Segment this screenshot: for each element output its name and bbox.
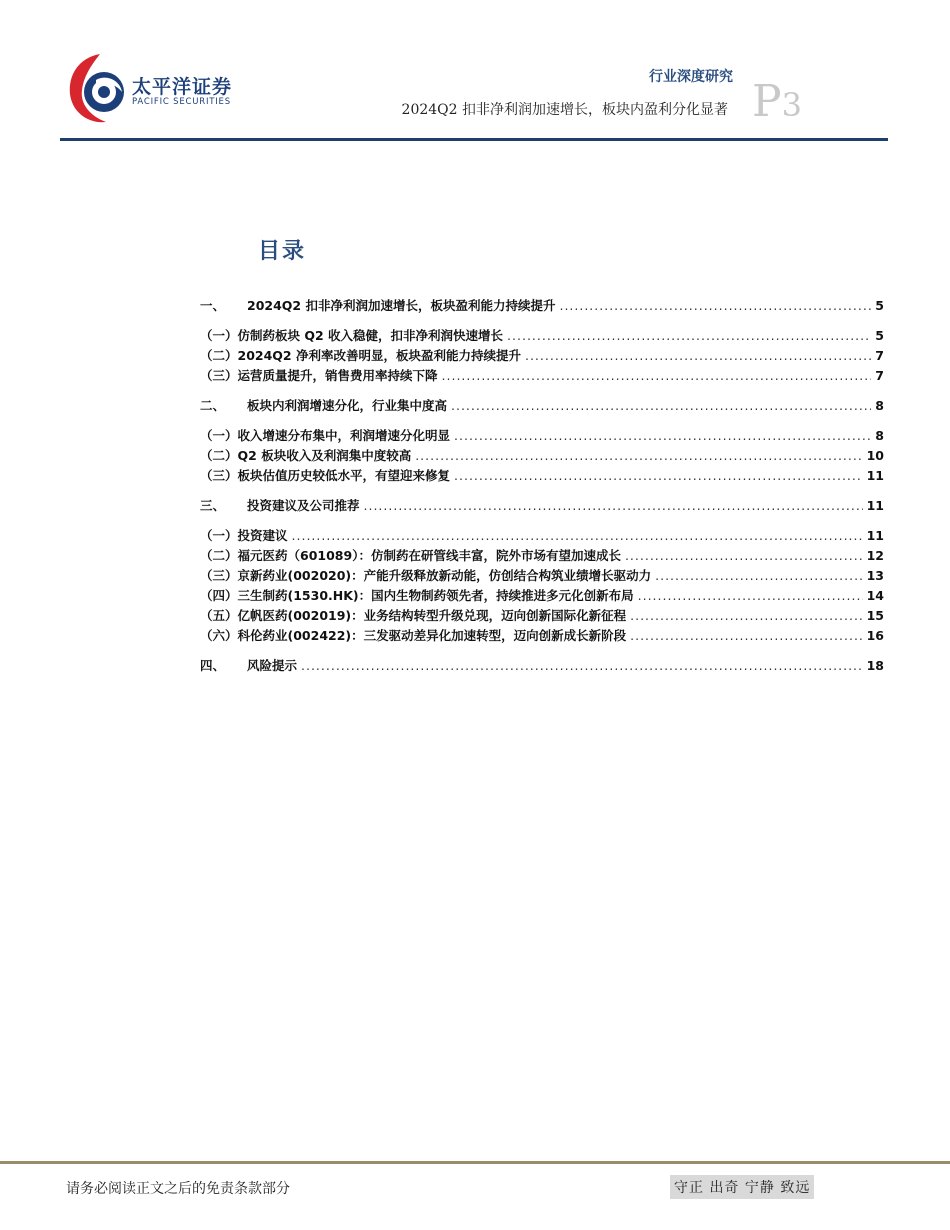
toc-entry[interactable] [200, 546, 884, 566]
toc-entry-page: 11 [866, 468, 884, 483]
toc-dot-leader [364, 498, 863, 513]
toc-entry-title: 2024Q2 净利率改善明显，板块盈利能力持续提升 [237, 348, 521, 363]
toc-entry-page: 18 [866, 658, 884, 673]
toc-entry-number: 二、 [200, 398, 226, 413]
toc-entry[interactable] [200, 296, 884, 316]
footer-divider [0, 1161, 950, 1164]
toc-dot-leader [630, 628, 862, 643]
toc-entry-number: 一、 [200, 298, 226, 313]
report-title: 2024Q2 扣非净利润加速增长，板块内盈利分化显著 [401, 102, 728, 118]
toc-dot-leader [451, 398, 871, 413]
toc-dot-leader [442, 368, 872, 383]
toc-entry-title: 仿制药板块 Q2 收入稳健，扣非净利润快速增长 [237, 328, 504, 343]
company-logo [66, 50, 246, 126]
toc-entry-page: 7 [875, 368, 884, 383]
toc-entry-title: 运营质量提升，销售费用率持续下降 [237, 368, 438, 383]
toc-entry-page: 13 [866, 568, 884, 583]
toc-entry-page: 16 [866, 628, 884, 643]
toc-dot-leader [525, 348, 871, 363]
toc-entry-title: 京新药业(002020)：产能升级释放新动能，仿创结合构筑业绩增长驱动力 [237, 568, 652, 583]
toc-entry-title: 投资建议及公司推荐 [247, 498, 360, 513]
toc-entry[interactable] [200, 606, 884, 626]
toc-entry-page: 5 [875, 298, 884, 313]
toc-dot-leader [454, 468, 863, 483]
toc-entry-page: 11 [866, 528, 884, 543]
toc-entry-number: （六） [200, 628, 238, 643]
toc-dot-leader [301, 658, 863, 673]
toc-entry[interactable] [200, 326, 884, 346]
toc-dot-leader [415, 448, 862, 463]
toc-entry[interactable] [200, 426, 884, 446]
logo-emblem-icon [66, 50, 130, 126]
toc-entry-page: 7 [875, 348, 884, 363]
disclaimer-note: 请务必阅读正文之后的免责条款部分 [66, 1181, 290, 1197]
toc-entry[interactable] [200, 466, 884, 486]
toc-entry-number: （一） [200, 328, 238, 343]
toc-dot-leader [655, 568, 862, 583]
toc-entry[interactable] [200, 366, 884, 386]
toc-entry-title: 收入增速分布集中，利润增速分化明显 [237, 428, 451, 443]
page-number [752, 76, 802, 127]
toc-entry-page: 12 [866, 548, 884, 563]
toc-entry-page: 11 [866, 498, 884, 513]
toc-dot-leader [292, 528, 863, 543]
toc-entry-number: 四、 [200, 658, 226, 673]
toc-entry-title: 风险提示 [247, 658, 298, 673]
toc-entry-title: 2024Q2 扣非净利润加速增长，板块盈利能力持续提升 [247, 298, 556, 313]
toc-entry-title: 科伦药业(002422)：三发驱动差异化加速转型，迈向创新成长新阶段 [237, 628, 627, 643]
toc-dot-leader [630, 608, 862, 623]
toc-dot-leader [625, 548, 863, 563]
toc-entry-title: 板块内利润增速分化，行业集中度高 [247, 398, 448, 413]
toc-dot-leader [638, 588, 863, 603]
toc-entry-number: （一） [200, 428, 238, 443]
toc-entry-page: 14 [866, 588, 884, 603]
logo-chinese-name: 太平洋证券 [132, 76, 233, 98]
toc-entry-page: 8 [875, 428, 884, 443]
toc-entry-number: （三） [200, 368, 238, 383]
logo-english-name: PACIFIC SECURITIES [132, 97, 231, 107]
toc-entry-title: 板块估值历史较低水平，有望迎来修复 [237, 468, 451, 483]
toc-entry-number: （二） [200, 348, 238, 363]
toc-entry-number: （四） [200, 588, 238, 603]
toc-entry-title: Q2 板块收入及利润集中度较高 [237, 448, 412, 463]
toc-entry-page: 8 [875, 398, 884, 413]
header-divider [60, 138, 888, 141]
toc-dot-leader [507, 328, 871, 343]
toc-entry-number: （一） [200, 528, 238, 543]
toc-entry[interactable] [200, 586, 884, 606]
toc-entry-number: 三、 [200, 498, 226, 513]
report-category: 行业深度研究 [649, 69, 733, 85]
toc-entry-number: （三） [200, 468, 238, 483]
toc-entry[interactable] [200, 566, 884, 586]
toc-entry-title: 福元医药（601089）：仿制药在研管线丰富，院外市场有望加速成长 [237, 548, 621, 563]
toc-entry[interactable] [200, 496, 884, 516]
toc-entry-page: 5 [875, 328, 884, 343]
toc-entry-number: （二） [200, 548, 238, 563]
toc-entry-number: （五） [200, 608, 238, 623]
toc-entry-title: 三生制药(1530.HK)：国内生物制药领先者，持续推进多元化创新布局 [237, 588, 634, 603]
toc-entry-title: 亿帆医药(002019)：业务结构转型升级兑现，迈向创新国际化新征程 [237, 608, 627, 623]
toc-dot-leader [454, 428, 871, 443]
page-number-prefix: P [752, 76, 782, 127]
company-motto: 守正 出奇 宁静 致远 [670, 1175, 814, 1199]
toc-entry[interactable] [200, 526, 884, 546]
toc-dot-leader [559, 298, 871, 313]
toc-entry[interactable] [200, 346, 884, 366]
toc-entry[interactable] [200, 446, 884, 466]
toc-entry-page: 10 [866, 448, 884, 463]
toc-entry-title: 投资建议 [237, 528, 288, 543]
toc-entry[interactable] [200, 396, 884, 416]
toc-entry-number: （三） [200, 568, 238, 583]
page-number-value: 3 [781, 86, 802, 124]
toc-entry[interactable] [200, 656, 884, 676]
toc-entry[interactable] [200, 626, 884, 646]
toc-entry-number: （二） [200, 448, 238, 463]
toc-entry-page: 15 [866, 608, 884, 623]
toc-heading: 目录 [258, 239, 307, 264]
